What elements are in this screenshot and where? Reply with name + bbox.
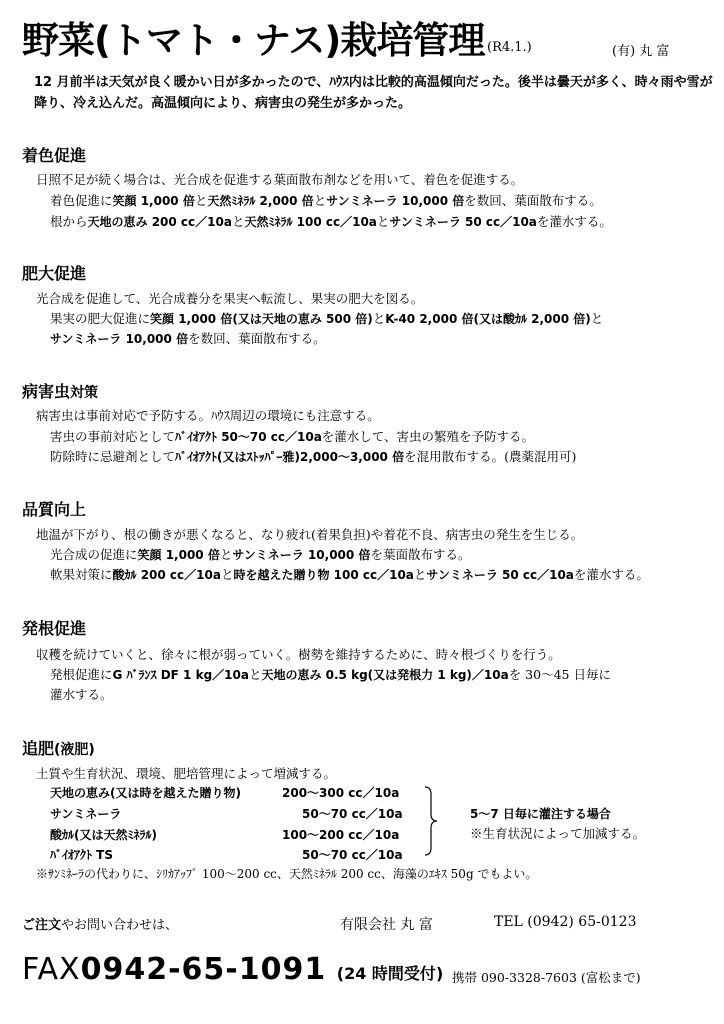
fax-label: FAX (22, 952, 81, 987)
heading-enlarge: 肥大促進 (22, 264, 87, 283)
rooting-line1: 収穫を続けていくと、徐々に根が弱っていく。樹勢を維持するために、時々根づくりを行う。 (36, 647, 561, 662)
heading-quality: 品質向上 (22, 500, 87, 519)
pest-line1: 病害虫は事前対応で予防する。ﾊｳｽ周辺の環境にも注意する。 (36, 408, 380, 423)
quality-line1: 地温が下がり、根の働きが悪くなると、なり疲れ(着果負担)や着花不良、病害虫の発生を生じる。 (36, 527, 584, 542)
topdress-row-name: 酸ｶﾙ(又は天然ﾐﾈﾗﾙ) (50, 828, 157, 842)
company-name: (有) 丸 富 (612, 44, 670, 59)
enlarge-line3: サンミネーラ 10,000 倍を数回、葉面散布する。 (50, 331, 326, 346)
fax-number: 0942-65-1091 (80, 952, 327, 987)
fax-line: FAX0942-65-1091 (24 時間受付) (22, 952, 444, 987)
topdress-row-name: ﾊﾞｲｵｱｸﾄ TS (50, 848, 114, 862)
quality-line2: 光合成の促進に笑顔 1,000 倍とサンミネーラ 10,000 倍を葉面散布する。 (50, 547, 471, 562)
topdress-note: ※生育状況によって加減する。 (470, 826, 646, 841)
coloring-line1: 日照不足が続く場合は、光合成を促進する葉面散布剤などを用いて、着色を促進する。 (36, 172, 524, 187)
enlarge-line1: 光合成を促進して、光合成養分を果実へ転流し、果実の肥大を図る。 (36, 291, 424, 306)
topdress-note-bold: 5～7 日毎に灌注する場合 (470, 807, 611, 821)
quality-line3: 軟果対策に酸ｶﾙ 200 cc／10aと時を越えた贈り物 100 cc／10aとサンミネーラ 50 cc／10aを灌水する。 (50, 567, 649, 582)
topdress-row-amount: 200～300 cc／10a (282, 786, 400, 800)
issue-date: (R4.1.) (487, 40, 532, 55)
footer-company: 有限会社 丸 富 (340, 917, 433, 933)
order-text: ご注文やお問い合わせは、 (22, 918, 179, 933)
page-title: 野菜(トマト・ナス)栽培管理 (22, 19, 485, 62)
fax-hours: 24 時間受付 (344, 964, 436, 983)
pest-line3: 防除時に忌避剤としてﾊﾞｲｵｱｸﾄ(又はｽﾄｯﾊﾟｰ雅)2,000～3,000 倍を混用散布する。(農薬混用可) (50, 449, 577, 464)
tel-number: TEL (0942) 65-0123 (494, 914, 637, 930)
heading-topdress: 追肥(液肥) (22, 739, 95, 758)
topdress-row-amount: 50～70 cc／10a (302, 848, 403, 862)
heading-rooting: 発根促進 (22, 619, 87, 638)
coloring-line2: 着色促進に笑顔 1,000 倍と天然ﾐﾈﾗﾙ 2,000 倍とサンミネーラ 10,000 倍を数回、葉面散布する。 (50, 193, 602, 208)
rooting-line3: 灌水する。 (50, 687, 113, 702)
topdress-footnote: ※ｻﾝﾐﾈｰﾗの代わりに、ｼﾘｶｱｯﾌﾟ 100～200 cc、天然ﾐﾈﾗﾙ 200 cc、海藻のｴｷｽ 50g でもよい。 (36, 867, 538, 881)
pest-line2: 害虫の事前対応としてﾊﾞｲｵｱｸﾄ 50～70 cc／10aを灌水して、害虫の繁殖を予防する。 (50, 429, 535, 444)
topdress-row-name: サンミネーラ (50, 807, 122, 821)
brace-icon (424, 786, 438, 856)
topdress-line1: 土質や生育状況、環境、肥培管理によって増減する。 (36, 766, 337, 781)
topdress-row-amount: 50～70 cc／10a (302, 807, 403, 821)
enlarge-line2: 果実の肥大促進に笑顔 1,000 倍(又は天地の恵み 500 倍)とK-40 2,000 倍(又は酸ｶﾙ 2,000 倍)と (50, 311, 604, 326)
topdress-row-amount: 100～200 cc／10a (282, 828, 400, 842)
topdress-row-name: 天地の恵み(又は時を越えた贈り物) (50, 786, 241, 800)
rooting-line2: 発根促進にG ﾊﾞﾗﾝｽ DF 1 kg／10aと天地の恵み 0.5 kg(又は発根力 1 kg)／10aを 30～45 日毎に (50, 667, 611, 682)
mobile-number: 携帯 090-3328-7603 (富松まで) (452, 970, 641, 985)
coloring-line3: 根から天地の恵み 200 cc／10aと天然ﾐﾈﾗﾙ 100 cc／10aとサンミネーラ 50 cc／10aを灌水する。 (50, 214, 612, 229)
heading-pest: 病害虫対策 (22, 382, 99, 401)
intro-text: 12 月前半は天気が良く暖かい日が多かったので、ﾊｳｽ内は比較的高温傾向だった。後半は曇天が多く、時々雨や雪が降り、冷え込んだ。高温傾向により、病害虫の発生が多かった。 (34, 75, 713, 111)
heading-coloring: 着色促進 (22, 146, 87, 165)
